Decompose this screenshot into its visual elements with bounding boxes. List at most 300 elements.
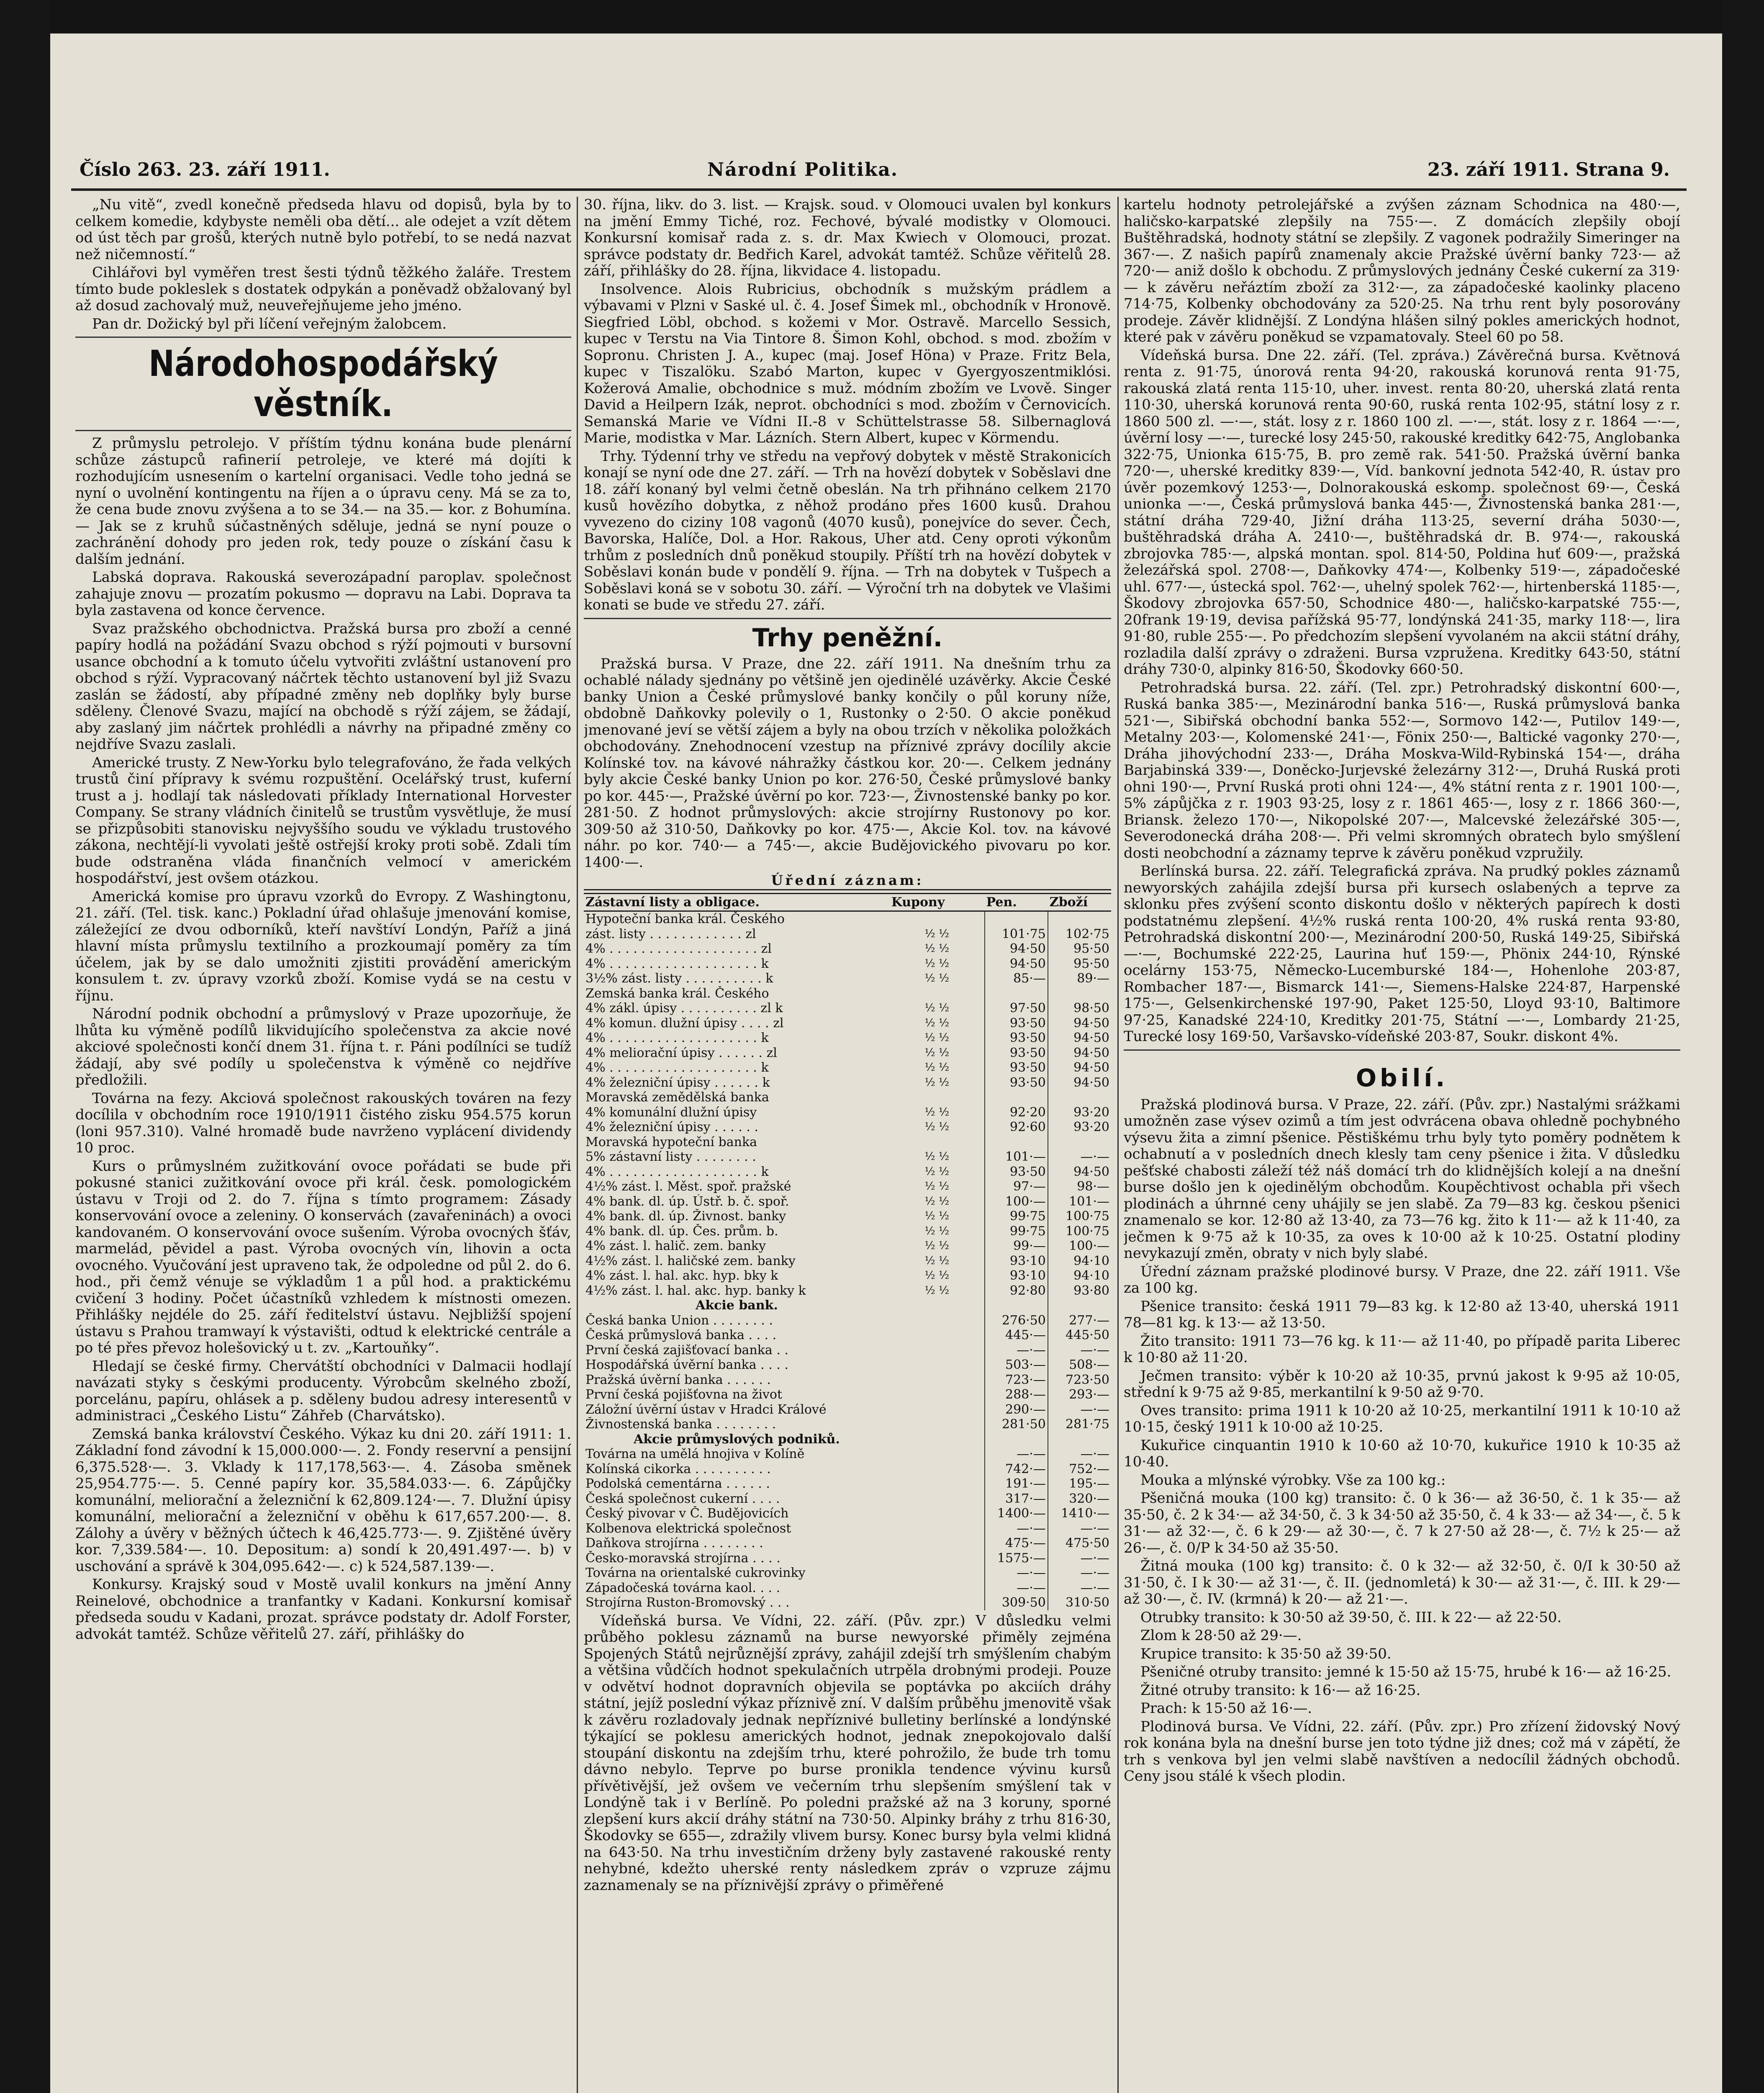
table-cell: 95·50 bbox=[1048, 957, 1111, 972]
table-cell: Strojírna Ruston-Bromovský . . . bbox=[585, 1595, 790, 1610]
table-cell: 309·50 bbox=[985, 1595, 1048, 1610]
table-row bbox=[584, 1566, 1111, 1581]
table-cell bbox=[890, 1432, 985, 1447]
table-row bbox=[584, 1313, 1111, 1328]
table-cell: 508·— bbox=[1048, 1358, 1111, 1373]
table-cell: 723·50 bbox=[1048, 1373, 1111, 1388]
table-cell: 742·— bbox=[985, 1462, 1048, 1477]
table-cell bbox=[890, 1417, 985, 1432]
column-divider bbox=[1117, 197, 1119, 2093]
scan-border-left bbox=[0, 0, 50, 2093]
table-cell: 93·20 bbox=[1048, 1120, 1111, 1135]
table-cell: 445·— bbox=[985, 1328, 1048, 1343]
table-cell: 475·50 bbox=[1048, 1536, 1111, 1551]
column-divider bbox=[577, 197, 578, 2093]
article-paragraph: Z průmyslu petrolejo. V příštím týdnu konána bude plenární schůze zástupců rafinerií petroleje, ve které má dojíti k rozhodujícím usnesením o kartelní organisaci. Vedle toho jedná se nyní o uvolnění kontingentu na říjen a o úpravu ceny. Má se za to, že cena bude znovu zvýšena a to se 34.— na 35.— kor. z Bohumína. — Jak se z kruhů súčastněných sděluje, jedná se nyní pouze o zachránění dohody pro jeden rok, tedy pouze o získání času k dalším jednání. bbox=[75, 435, 571, 568]
table-cell: 92·20 bbox=[985, 1105, 1048, 1120]
table-cell: 95·50 bbox=[1048, 941, 1111, 957]
table-cell bbox=[890, 1551, 985, 1566]
table-row bbox=[584, 1046, 1111, 1061]
table-cell: ½ ½ bbox=[924, 1239, 950, 1252]
table-row bbox=[584, 1179, 1111, 1194]
table-cell: ½ ½ bbox=[924, 1284, 950, 1297]
table-cell bbox=[890, 1373, 985, 1388]
table-cell: 101·— bbox=[985, 1149, 1048, 1165]
table-cell: ½ ½ bbox=[924, 1150, 950, 1163]
divider bbox=[584, 618, 1111, 619]
table-cell: 93·50 bbox=[985, 1031, 1048, 1046]
table-header-cell: Kupony bbox=[890, 893, 985, 911]
table-cell bbox=[890, 1313, 985, 1328]
table-cell: —·— bbox=[985, 1521, 1048, 1536]
article-paragraph: Kurs o průmyslném zužitkování ovoce pořádati se bude při pokusné stanici zužitkování ovoce při král. česk. pomologickém ústavu v Troji od 2. do 7. října s tímto programem: Zásady konservování ovoce a zeleniny. O konservách (zavařeninách) a ovoci kandovaném. O konservování ovoce sušením. Výroba ovocných šťáv, marmelád, pěvidel a past. Výroba ovocných vín, lihovin a octa ovocného. Vyučování jest upraveno tak, že odpoledne od půl 2. do 6. hod., při čemž vénuje se výkladům 1 a půl hod. a praktickému cvičení 3 hodiny. Počet účastníků vzhledem k místnosti omezen. Přihlášky nejdéle do 25. září ředitelství ústavu. Nejbližší spojení ústavu s Prahou tramwayí k výstavišti, odtud k elektrické centrále a po té přes převoz holešovický u t. zv. „Kartouňky“. bbox=[75, 1157, 571, 1356]
article-paragraph: Krupice transito: k 35·50 až 39·50. bbox=[1140, 1645, 1392, 1662]
table-row bbox=[584, 971, 1111, 986]
table-cell: Hypoteční banka král. Českého bbox=[585, 912, 785, 926]
table-row bbox=[584, 1387, 1111, 1402]
table-cell: 99·— bbox=[985, 1239, 1048, 1254]
issue-number: Číslo 263. 23. září 1911. bbox=[80, 159, 330, 180]
table-cell bbox=[1048, 986, 1111, 1001]
table-cell: 4% . . . . . . . . . . . . . . . . . . . k bbox=[585, 1164, 769, 1179]
table-header-cell: Pen. bbox=[985, 893, 1048, 911]
table-row bbox=[584, 1224, 1111, 1239]
table-cell: Živnostenská banka . . . . . . . . bbox=[585, 1417, 776, 1432]
table-cell: 281·50 bbox=[985, 1417, 1048, 1432]
table-row bbox=[584, 1373, 1111, 1388]
table-row bbox=[584, 1343, 1111, 1358]
table-cell: Česká společnost cukerní . . . . bbox=[585, 1491, 780, 1506]
table-cell bbox=[890, 1090, 985, 1105]
table-cell: —·— bbox=[1048, 1402, 1111, 1417]
table-cell: Záložní úvěrní ústav v Hradci Králové bbox=[585, 1402, 827, 1417]
table-row bbox=[584, 1595, 1111, 1610]
table-row bbox=[584, 911, 1111, 927]
table-cell: 4% . . . . . . . . . . . . . . . . . . . zl bbox=[585, 941, 772, 956]
table-cell bbox=[890, 1491, 985, 1507]
article-paragraph: Otrubky transito: k 30·50 až 39·50, č. III. k 22·— až 22·50. bbox=[1140, 1609, 1562, 1626]
table-cell: 94·10 bbox=[1048, 1268, 1111, 1283]
table-cell: 4% železniční úpisy . . . . . . k bbox=[585, 1075, 770, 1090]
table-cell: 4% zást. l. halič. zem. banky bbox=[585, 1239, 766, 1253]
table-row bbox=[584, 1120, 1111, 1135]
scan-border-top bbox=[0, 0, 1764, 33]
table-cell: 92·80 bbox=[985, 1283, 1048, 1298]
table-cell: —·— bbox=[1048, 1343, 1111, 1358]
table-cell: —·— bbox=[1048, 1566, 1111, 1581]
table-cell: Kolínská cikorka . . . . . . . . . . bbox=[585, 1461, 771, 1476]
section-subtitle: Obilí. bbox=[1356, 1063, 1448, 1092]
table-cell: —·— bbox=[985, 1447, 1048, 1462]
table-cell bbox=[985, 1135, 1048, 1150]
table-cell: ½ ½ bbox=[924, 1210, 950, 1222]
table-cell bbox=[890, 1595, 985, 1610]
article-paragraph: Trhy. Týdenní trhy ve středu na vepřový dobytek v městě Strakonicích konají se nyní ode dne 27. září. — Trh na hovězí dobytek v Soběslavi dne 18. září konaný byl velmi četně obeslán. Na trh přihnáno celkem 2170 kusů hovězího dobytka, z něhož prodáno přes 1600 kusů. Drahou vyvezeno do ciziny 108 vagonů (4070 kusů), ponejvíce do sever. Čech, Bavorska, Halíče, Dol. a Hor. Rakous, Uher atd. Ceny oproti výkonům trhům z posledních dnů poněkud stoupily. Příští trh na hovězí dobytek v Soběslavi konán bude v pondělí 9. října. — Trh na dobytek v Tušpech a Soběslavi koná se v sobotu 30. září. — Výroční trh na dobytek ve Vlašimi konati se bude ve středu 27. září. bbox=[584, 447, 1111, 613]
table-cell: ½ ½ bbox=[924, 1224, 950, 1237]
table-cell: 4% . . . . . . . . . . . . . . . . . . . k bbox=[585, 1060, 769, 1075]
table-cell: ½ ½ bbox=[924, 1269, 950, 1282]
table-label: Úřední záznam: bbox=[584, 872, 1111, 890]
header-rule bbox=[71, 188, 1687, 191]
table-cell: 4% bank. dl. úp. Čes. prům. b. bbox=[585, 1224, 778, 1239]
table-cell: Akcie průmyslových podniků. bbox=[633, 1432, 840, 1447]
table-cell: 94·10 bbox=[1048, 1254, 1111, 1269]
table-cell: Podolská cementárna . . . . . . bbox=[585, 1476, 770, 1491]
article-paragraph: Americké trusty. Z New-Yorku bylo telegrafováno, že řada velkých trustů činí přípravy k svému rozpuštění. Ocelářský trust, kuferní trust a j. hodlají tak následovati příklady International Horvester Company. Se strany vládních činitelů se trustům vysvětluje, že musí se přizpůsobiti stanovisku nejvyššího soudu ve výkladu trustového zákona, nechtějí-li vyvolati ještě ostřejší kroky proti sobě. Zdali tím bude odstraněna vláda finančních velmocí v americkém hospodářství, jest ovšem otázkou. bbox=[75, 754, 571, 887]
table-row bbox=[584, 941, 1111, 957]
quotes-table bbox=[584, 893, 1111, 1610]
table-row bbox=[584, 1268, 1111, 1283]
table-cell: 317·— bbox=[985, 1491, 1048, 1507]
table-cell: 85·— bbox=[985, 971, 1048, 986]
table-cell: 4% zákl. úpisy . . . . . . . . . . zl k bbox=[585, 1001, 783, 1016]
table-cell: 4% meliorační úpisy . . . . . . zl bbox=[585, 1045, 777, 1060]
table-cell: 320·— bbox=[1048, 1491, 1111, 1507]
table-cell: 4% . . . . . . . . . . . . . . . . . . . k bbox=[585, 1031, 769, 1045]
table-cell: 101·75 bbox=[985, 927, 1048, 942]
table-cell: 94·50 bbox=[985, 957, 1048, 972]
table-cell: 4% zást. l. hal. akc. hyp. bky k bbox=[585, 1268, 778, 1283]
table-cell: —·— bbox=[1048, 1521, 1111, 1536]
masthead bbox=[71, 159, 1687, 188]
table-cell: 94·50 bbox=[1048, 1060, 1111, 1075]
table-cell: 94·50 bbox=[1048, 1016, 1111, 1031]
table-cell bbox=[985, 1432, 1048, 1447]
column-3 bbox=[1124, 197, 1680, 2093]
table-cell: 195·— bbox=[1048, 1476, 1111, 1491]
table-cell: 4% železniční úpisy . . . . . . bbox=[585, 1120, 758, 1134]
table-cell: ½ ½ bbox=[924, 972, 950, 985]
table-cell: 97·50 bbox=[985, 1001, 1048, 1016]
table-cell: 93·50 bbox=[985, 1060, 1048, 1075]
page-number: 23. září 1911. Strana 9. bbox=[1427, 159, 1670, 180]
table-row bbox=[584, 1476, 1111, 1491]
table-row bbox=[584, 1417, 1111, 1432]
table-cell: ½ ½ bbox=[924, 1016, 950, 1029]
table-cell: 102·75 bbox=[1048, 927, 1111, 942]
table-cell: 293·— bbox=[1048, 1387, 1111, 1402]
table-cell: ½ ½ bbox=[924, 1002, 950, 1014]
article-paragraph: Kukuřice cinquantin 1910 k 10·60 až 10·70, kukuřice 1910 k 10·35 až 10·40. bbox=[1124, 1437, 1680, 1470]
table-row bbox=[584, 1536, 1111, 1551]
article-paragraph: Pan dr. Dožický byl při líčení veřejným žalobcem. bbox=[92, 315, 447, 332]
table-cell: ½ ½ bbox=[924, 1254, 950, 1267]
table-cell bbox=[890, 1358, 985, 1373]
table-row bbox=[584, 1358, 1111, 1373]
table-cell: 723·— bbox=[985, 1373, 1048, 1388]
table-cell: 4% bank. dl. úp. Živnost. banky bbox=[585, 1209, 786, 1224]
article-paragraph: Plodinová bursa. Ve Vídni, 22. září. (Pův. zpr.) Pro zřízení židovský Nový rok konána byla na dnešní burse jen toto týdne již dnes; což má v zápětí, že trh s venkova byl jen velmi slabě navštíven a nedocílil žádných obchodů. Ceny jsou stálé k všech plodin. bbox=[1124, 1718, 1680, 1784]
article-paragraph: Mouka a mlýnské výrobky. Vše za 100 kg.: bbox=[1140, 1471, 1446, 1489]
table-cell: 752·— bbox=[1048, 1462, 1111, 1477]
article-paragraph: Petrohradská bursa. 22. září. (Tel. zpr.) Petrohradský diskontní 600·—, Ruská banka 385·—, Mezinárodní banka 516·—, Ruská průmyslová banka 521·—, Sibiřská obchodní banka 552·—, Sormovo 142·—, Putilov 149·—, Metalny 203·—, Kolomenské 241·—, Fönix 250·—, Baltické vagonky 270·—, Dráha jihovýchodní 233·—, Dráha Moskva-Wild-Rybinská 154·—, dráha Barjabinská 339·—, Doněcko-Jurjevské železárny 312·—, Druhá Ruská proti ohni 190·—, První Ruská proti ohni 124·—, 4% státní renta z r. 1901 100·—, 5% zápůjčka z r. 1903 93·25, losy z r. 1861 465·—, losy z r. 1866 360·—, Briansk. železo 170·—, Nikopolské 207·—, Malcevské železářské 305·—, Severodonecká dráha 208·—. Při velmi skromných obratech bylo smýšlení dosti neobchodní a záznamy teprve k závěru poněkud vzpružily. bbox=[1124, 679, 1680, 861]
table-cell bbox=[890, 1581, 985, 1596]
table-row bbox=[584, 1506, 1111, 1521]
table-cell: —·— bbox=[985, 1343, 1048, 1358]
table-cell: —·— bbox=[985, 1566, 1048, 1581]
section-title: Národohospodářský věstník. bbox=[149, 343, 498, 425]
table-row bbox=[584, 1090, 1111, 1105]
table-cell bbox=[1048, 1432, 1111, 1447]
table-cell: Kolbenova elektrická společnost bbox=[585, 1521, 791, 1536]
table-row bbox=[584, 1209, 1111, 1224]
table-row bbox=[584, 1016, 1111, 1031]
table-cell bbox=[890, 1343, 985, 1358]
article-paragraph: Zemská banka království Českého. Výkaz ku dni 20. září 1911: 1. Základní fond závodní k 15,000.000·—. 2. Fondy reservní a pensijní 6,375.528·—. 3. Vklady k 117,178,563·—. 4. Zásoba směnek 25,954.775·—. 5. Cenné papíry kor. 35,584.033·—. 6. Zápůjčky komunální, meliorační a železniční k 62,809.124·—. 7. Dlužní úpisy komunální, meliorační a železniční v oběhu k 617,657.200·—. 8. Zálohy a úvěry v běžných účtech k 46,425.773·—. 9. Zjištěné úvěry kor. 7,339.584·—. 10. Depositum: a) sondí k 20,491.497·—. b) v uschování a správě k 304,095.642·—. c) k 524,587.139·—. bbox=[75, 1425, 571, 1575]
table-cell: 100·75 bbox=[1048, 1209, 1111, 1224]
table-row bbox=[584, 957, 1111, 972]
table-row bbox=[584, 927, 1111, 942]
table-cell bbox=[1048, 1090, 1111, 1105]
table-cell: 1575·— bbox=[985, 1551, 1048, 1566]
table-cell: ½ ½ bbox=[924, 942, 950, 955]
article-paragraph: Zlom k 28·50 až 29·—. bbox=[1140, 1627, 1302, 1644]
table-row bbox=[584, 1254, 1111, 1269]
table-cell bbox=[890, 1536, 985, 1551]
table-cell: —·— bbox=[1048, 1551, 1111, 1566]
newspaper-title: Národní Politika. bbox=[707, 159, 899, 180]
table-cell: 503·— bbox=[985, 1358, 1048, 1373]
table-cell bbox=[890, 986, 985, 1001]
table-row bbox=[584, 1447, 1111, 1462]
table-cell: Západočeská továrna kaol. . . . bbox=[585, 1580, 781, 1595]
table-cell: ½ ½ bbox=[924, 1180, 950, 1193]
table-row bbox=[584, 1402, 1111, 1417]
table-cell bbox=[985, 986, 1048, 1001]
scan-border-right bbox=[1722, 0, 1764, 2093]
table-cell bbox=[890, 1521, 985, 1536]
table-row bbox=[584, 1491, 1111, 1507]
article-paragraph: Ječmen transito: výběr k 10·20 až 10·35, prvnú jakost k 9·95 až 10·05, střední k 9·75 až 9·85, merkantilní k 9·50 až 9·70. bbox=[1124, 1367, 1680, 1401]
table-cell bbox=[890, 911, 985, 927]
article-paragraph: Cihlářovi byl vyměřen trest šesti týdnů těžkého žaláře. Trestem tímto bude pokleslek s dostatek odpykán a poněvadž obžalovaný byl až dosud zachovalý muž, neuveřejňujeme jeho jméno. bbox=[75, 264, 571, 314]
table-cell bbox=[890, 1135, 985, 1150]
table-cell: 1410·— bbox=[1048, 1506, 1111, 1521]
table-cell: ½ ½ bbox=[924, 1031, 950, 1044]
table-cell: 97·— bbox=[985, 1179, 1048, 1194]
table-cell: 475·— bbox=[985, 1536, 1048, 1551]
table-row bbox=[584, 1298, 1111, 1313]
table-cell: 3½% zást. listy . . . . . . . . . . k bbox=[585, 971, 773, 986]
table-cell: První česká zajišťovací banka . . bbox=[585, 1342, 788, 1358]
table-cell: ½ ½ bbox=[924, 1121, 950, 1133]
table-cell bbox=[890, 1566, 985, 1581]
table-cell: 290·— bbox=[985, 1402, 1048, 1417]
table-cell: 93·50 bbox=[985, 1046, 1048, 1061]
article-paragraph: 30. října, likv. do 3. list. — Krajsk. soud. v Olomouci uvalen byl konkurs na jmění Emmy Tiché, roz. Fechové, bývalé modistky v Olomouci. Konkursní komisař rada z. s. dr. Max Kwiech v Olomouci, prozat. správce podstaty dr. Bedřich Karel, advokát tamtéž. Schůze věřitelů 28. září, přihlášky do 28. října, likvidace 4. listopadu. bbox=[584, 197, 1111, 279]
table-row bbox=[584, 1551, 1111, 1566]
table-cell: ½ ½ bbox=[924, 1195, 950, 1208]
table-cell: Akcie bank. bbox=[696, 1298, 778, 1313]
table-cell: 92·60 bbox=[985, 1120, 1048, 1135]
table-cell: 1400·— bbox=[985, 1506, 1048, 1521]
article-paragraph: Oves transito: prima 1911 k 10·20 až 10·25, merkantilní 1911 k 10·10 až 10·15, český 1911 k 10·00 až 10·25. bbox=[1124, 1402, 1680, 1435]
article-paragraph: Žitné otruby transito: k 16·— až 16·25. bbox=[1140, 1682, 1421, 1699]
table-cell: —·— bbox=[1048, 1149, 1111, 1165]
article-paragraph: kartelu hodnoty petrolejářské a zvýšen záznam Schodnica na 480·—, haličsko-karpatské zlepšily na 755·—. Z domácích zlepšily obojí Buštěhradská, hodnoty státní se zlepšily. Z vagonek podražily Simeringer na 367·—. Z našich papírů znamenaly akcie Pražské úvěrní banky 723·— až 720·— aniž došlo k obchodu. Z průmyslových jednány České cukerní za 319·— k závěru neřáztím zboží za 312·—, za západočeské kaolinky placeno 714·75, Kolbenky obchodovány za 520·25. Na trhu rent byly posorovány prodeje. Závěr klidnější. Z Londýna hlášen silný pokles amerických hodnot, které pak v závěru poněkud se vzpamatovaly. Steel 60 po 58. bbox=[1124, 197, 1680, 345]
table-cell: 310·50 bbox=[1048, 1595, 1111, 1610]
table-cell bbox=[1048, 911, 1111, 927]
table-cell: 93·50 bbox=[985, 1075, 1048, 1090]
article-paragraph: Hledají se české firmy. Chervátští obchodníci v Dalmacii hodlají navázati styky s českými producenty. Výrobcům skelného zboží, porcelánu, papíru, ohlásek a p. sděleny budou adresy interesentů v administraci „Českého Listu“ Záhřeb (Charvátsko). bbox=[75, 1358, 571, 1424]
table-body bbox=[584, 911, 1111, 1610]
article-paragraph: Vídeňská bursa. Dne 22. září. (Tel. zpráva.) Závěrečná bursa. Květnová renta z. 91·75, únorová renta 94·20, rakouská korunová renta 91·75, rakouská zlatá renta 115·10, uher. invest. renta 80·20, uherská zlatá renta 110·30, uherská korunová renta 90·60, ruská renta 102·95, státní losy z r. 1860 500 zl. —·—, stát. losy z r. 1860 100 zl. —·—, stát. losy z r. 1864 —·—, úvěrní losy —·—, turecké losy 245·50, rakouské kreditky 642·75, Anglobanka 322·75, Unionka 615·75, B. pro země rak. 541·50. Pražská úvěrní banka 720·—, uherské kreditky 839·—, Víd. bankovní jednota 542·40, R. ústav pro úvěr pozemkový 1253·—, Dolnorakouská eskomp. společnost 69·—, Česká unionka —·—, Česká průmyslová banka 445·—, Živnostenská banka 281·—, státní dráha 729·40, Jižní dráha 113·25, severní dráha 5030·—, buštěhradská dráha A. 2410·—, buštěhradská dr. B. 974·—, rakouská zbrojovka 785·—, alpská montan. spol. 814·50, Poldina huť 609·—, pražská železářská spol. 2708·—, Daňkovky 474·—, Kolbenky 519·—, západočeské uhl. 677·—, ústecká spol. 762·—, uhelný spolek 762·—, hirtenberská 1185·—, Škodovy zbrojovka 657·50, Schodnice 480·—, haličsko-karpatské 755·—, 20frank 19·19, devisa pařížská 95·77, londýnská 241·35, marky 118·—, lira 91·80, ruble 255·—. Po předchozím slepšení vyvolaném na akcii státní dráhy, rozladila další zprávy o zdraženi. Bursa vzpružena. Kreditky 643·50, státní dráhy 730·0, alpinky 816·50, Škodovky 660·50. bbox=[1124, 347, 1680, 678]
table-cell: 89·— bbox=[1048, 971, 1111, 986]
table-cell: 4% . . . . . . . . . . . . . . . . . . . k bbox=[585, 956, 769, 971]
table-cell: Česká banka Union . . . . . . . . bbox=[585, 1313, 773, 1328]
table-header-row bbox=[584, 893, 1111, 911]
table-cell bbox=[890, 1298, 985, 1313]
article-paragraph: Prach: k 15·50 až 16·—. bbox=[1140, 1700, 1312, 1717]
article-paragraph: Svaz pražského obchodnictva. Pražská bursa pro zboží a cenné papíry hodlá na požádání Svazu obchod s rýží pojmouti v bursovní usance obchodní a k tomuto účelu vytvořiti zvláštní ustanovení pro obchod s rýží. Vypracovaný náčrtek těchto ustanovení byl již Svazu zaslán se žádostí, aby případné změny neb doplňky byly burse sděleny. Členové Svazu, mající na obchodě s rýží zájem, se žádají, aby zaslaný jim náčrtek prohlédli a návrhy na připadné změny co nejdříve Svazu zaslali. bbox=[75, 620, 571, 753]
table-cell: 4% komun. dlužní úpisy . . . . zl bbox=[585, 1016, 784, 1031]
article-paragraph: Pšenice transito: česká 1911 79—83 kg. k 12·80 až 13·40, uherská 1911 78—81 kg. k 13·— až 13·50. bbox=[1124, 1298, 1680, 1331]
table-cell: Česko-moravská strojírna . . . . bbox=[585, 1550, 781, 1566]
table-cell: 93·50 bbox=[985, 1165, 1048, 1180]
article-paragraph: Berlínská bursa. 22. září. Telegrafická zpráva. Na prudký pokles záznamů newyorských zahájila zdejší bursa při kursech oslabených a teprve za sklonku přes zvýšení sconto diskontu došlo v některých papírech k dosti podstatnému zlepšení. 4½% ruská renta 100·20, 4% ruská renta 93·80, Petrohradská diskontní 200·—, Mezinárodní 200·50, Ruská 149·25, Sibiřská —·—, Bochumské 222·25, Laurina huť 159·—, Phönix 244·10, Rýnské ocelárny 153·75, Německo-Lucemburské 184·—, Hohenlohe 203·87, Rombacher 187·—, Bismarck 141·—, Siemens-Halske 224·87, Harpenské 175·—, Gelsenkirchenské 197·90, Paket 125·50, Lloyd 93·10, Baltimore 97·25, Kanadské 224·10, Kreditky 201·75, Státní —·—, Lombardy 21·25, Turecké losy 169·50, Varšavsko-vídeňské 203·87, Soukr. diskont 4%. bbox=[1124, 863, 1680, 1045]
table-cell bbox=[890, 1476, 985, 1491]
table-row bbox=[584, 1239, 1111, 1254]
table-cell: Pražská úvěrní banka . . . . . . bbox=[585, 1372, 771, 1387]
table-cell bbox=[1048, 1298, 1111, 1313]
table-cell bbox=[890, 1447, 985, 1462]
article-paragraph: Továrna na fezy. Akciová společnost rakouských továren na fezy docílila v obchodním roce 1910/1911 čistého zisku 954.575 korun (loni 957.310). Valné hromadě bude navrženo vyplácení dividendy 10 proc. bbox=[75, 1090, 571, 1156]
article-paragraph: Pšeničné otruby transito: jemné k 15·50 až 15·75, hrubé k 16·— až 16·25. bbox=[1140, 1664, 1672, 1680]
article-paragraph: Americká komise pro úpravu vzorků do Evropy. Z Washingtonu, 21. září. (Tel. tisk. kanc.) Pokladní úřad ohlašuje jmenování komise, záležející ze dvou odborníků, kteří navštíví Londýn, Paříž a jiná hlavní místa průmyslu textilního a prozkoumají poměry za tím účelem, jak by se dalo umožniti zjistiti provádění americkým konsulem t. zv. úpravy vzorků zboží. Komise vydá se na cestu v říjnu. bbox=[75, 888, 571, 1004]
table-row bbox=[584, 1135, 1111, 1150]
table-cell: 191·— bbox=[985, 1476, 1048, 1491]
table-row bbox=[584, 1075, 1111, 1090]
table-cell: —·— bbox=[1048, 1447, 1111, 1462]
table-cell bbox=[985, 1090, 1048, 1105]
article-paragraph: Labská doprava. Rakouská severozápadní paroplav. společnost zahajuje znovu — prozatím pokusmo — dopravu na Labi. Doprava ta byla zastavena od konce července. bbox=[75, 569, 571, 619]
table-cell: —·— bbox=[1048, 1581, 1111, 1596]
table-cell: Moravská zemědělská banka bbox=[585, 1090, 769, 1105]
table-cell: 93·10 bbox=[985, 1254, 1048, 1269]
article-paragraph: „Nu vitě“, zvedl konečně předseda hlavu od dopisů, byla by to celkem komedie, kdybyste neměli oba dětí... ale odejet a vzít dětem od úst těch par grošů, kterých nutně bylo potřebí, to se nedá nazvat než ničemností.“ bbox=[75, 197, 571, 263]
table-cell: 94·50 bbox=[1048, 1075, 1111, 1090]
table-cell: 5% zástavní listy . . . . . . . . bbox=[585, 1149, 756, 1164]
table-cell: 99·75 bbox=[985, 1209, 1048, 1224]
table-cell: Továrna na umělá hnojiva v Kolíně bbox=[585, 1447, 805, 1461]
table-cell: 94·50 bbox=[1048, 1031, 1111, 1046]
table-cell: ½ ½ bbox=[924, 1106, 950, 1118]
table-cell: 281·75 bbox=[1048, 1417, 1111, 1432]
table-cell: Daňkova strojírna . . . . . . . . bbox=[585, 1536, 763, 1550]
table-cell: 277·— bbox=[1048, 1313, 1111, 1328]
article-paragraph: Vídeňská bursa. Ve Vídni, 22. září. (Pův. zpr.) V důsledku velmi průběho poklesu záznamů na burse newyorské přiměly zejména Spojených Států nejrůznější zprávy, zahájil zdejší trh smýšlením chabým a většina vůdčích hodnot spekulačních utrpěla drobnými prodeji. Pouze v odvětví hodnot dopravních objevila se poptávka po akciích dráhy státní, jejíž poslední výkaz příznivě zní. V dalším průběhu jmenovitě však k závěru rozladovaly jednak nepříznivé bulletiny berlínské a londýnské týkající se poklesu amerických hodnot, jednak znepokojovalo další stoupání diskontu na zdejším trhu, které pohrožilo, že bude trh tomu dávno nebylo. Teprve po burse pronikla tendence vývinu kursů přívětivější, jež ovšem ve večerním trhu slepšením smýšlení tak v Londýně tak i v Berlíně. Po poledni pražské až na 3 koruny, sporné zlepšení kurs akcií dráhy státní na 730·50. Alpinky bráhy z trhu 816·30, Škodovky se 655—, zdražily vlivem bursy. Konec bursy byla velmi klidná na 643·50. Na trhu investičním drženy byly zastavené rakouské renty nehybné, kdežto uherské renty následkem zpráv o vzpruze zájmu zaznamenaly se na příznivější zprávy o přiměřené bbox=[584, 1612, 1111, 1894]
table-cell: ½ ½ bbox=[924, 957, 950, 970]
table-cell bbox=[890, 1402, 985, 1417]
table-cell: 4½% zást. l. Měst. spoř. pražské bbox=[585, 1179, 791, 1194]
table-cell: 276·50 bbox=[985, 1313, 1048, 1328]
table-cell: Hospodářská úvěrní banka . . . . bbox=[585, 1358, 788, 1372]
table-cell: ½ ½ bbox=[924, 1165, 950, 1178]
article-paragraph: Žitná mouka (100 kg) transito: č. 0 k 32·— až 32·50, č. 0/I k 30·50 až 31·50, č. I k 30·— až 31·—, č. II. (jednomletá) k 30·— až 31·—, č. III. k 29·— až 30·—, č. IV. (krmná) k 20·— až 21·—. bbox=[1124, 1558, 1680, 1607]
table-cell: 4½% zást. l. hal. akc. hyp. banky k bbox=[585, 1283, 806, 1298]
table-cell: ½ ½ bbox=[924, 1076, 950, 1089]
table-cell bbox=[890, 1462, 985, 1477]
table-cell: 94·50 bbox=[985, 941, 1048, 957]
table-row bbox=[584, 1432, 1111, 1447]
table-cell: 4% bank. dl. úp. Ústř. b. č. spoř. bbox=[585, 1194, 789, 1209]
table-cell: ½ ½ bbox=[924, 927, 950, 940]
table-cell: ½ ½ bbox=[924, 1046, 950, 1059]
table-cell bbox=[985, 1298, 1048, 1313]
table-header-cell: Zboží bbox=[1048, 893, 1111, 911]
section-subtitle: Trhy peněžní. bbox=[752, 623, 943, 653]
divider bbox=[75, 430, 571, 431]
column-1 bbox=[75, 197, 571, 2093]
table-row bbox=[584, 986, 1111, 1001]
table-row bbox=[584, 1149, 1111, 1165]
table-cell: První česká pojišťovna na život bbox=[585, 1387, 783, 1402]
table-cell: 288·— bbox=[985, 1387, 1048, 1402]
table-cell: —·— bbox=[985, 1581, 1048, 1596]
article-paragraph: Žito transito: 1911 73—76 kg. k 11·— až 11·40, po případě parita Liberec k 10·80 až 11·20. bbox=[1124, 1332, 1680, 1366]
article-paragraph: Národní podnik obchodní a průmyslový v Praze upozorňuje, že lhůta ku výměně podílů likvidujícího společenstva za akcie nové akciové společnosti končí dnem 31. října t. r. Páni podílníci se tudíž žádají, aby své podíly u společenstva k výměně co nejdříve předložili. bbox=[75, 1005, 571, 1088]
article-paragraph: Konkursy. Krajský soud v Mostě uvalil konkurs na jmění Anny Reinelové, obchodnice a tranfantky v Kadani. Konkursní komisař předseda soudu v Kadani, prozat. správce podstaty dr. Adolf Forster, advokát tamtéž. Schůze věřitelů 27. září, přihlášky do bbox=[75, 1576, 571, 1643]
table-row bbox=[584, 1581, 1111, 1596]
table-cell: 100·— bbox=[985, 1194, 1048, 1209]
table-cell: 100·— bbox=[1048, 1239, 1111, 1254]
table-row bbox=[584, 1521, 1111, 1536]
table-cell: 93·80 bbox=[1048, 1283, 1111, 1298]
table-row bbox=[584, 1060, 1111, 1075]
table-cell: Česká průmyslová banka . . . . bbox=[585, 1328, 777, 1342]
table-cell: 98·50 bbox=[1048, 1001, 1111, 1016]
article-paragraph: Pražská bursa. V Praze, dne 22. září 1911. Na dnešním trhu za ochablé nálady sjednány po většině jen ojedinělé uzávěrky. Akcie České banky Union a České průmyslové banky končily o půl koruny níže, obdobně Daňkovky polevily o 1, Rustonky o 2·50. O akcie poněkud jmenované jeví se větší zájem a byly na obou trzích v několika položkách obchodovány. Znehodnocení vzestup na příznivé zprávy docílily akcie Kolínské tov. na kávové náhražky částkou kor. 20·—. Celkem jednány byly akcie České banky Union po kor. 276·50, České průmyslové banky po kor. 445·—, Pražské úvěrní po kor. 723·—, Živnostenské banky po kor. 281·50. Z hodnot průmyslových: akcie strojírny Rustonovy po kor. 309·50 až 310·50, Daňkovky po kor. 475·—, Akcie Kol. tov. na kávové náhr. po kor. 740·— a 745·—, akcie Budějovického pivovaru po kor. 1400·—. bbox=[584, 655, 1111, 871]
table-cell: 93·10 bbox=[985, 1268, 1048, 1283]
column-2 bbox=[584, 197, 1111, 2093]
table-row bbox=[584, 1462, 1111, 1477]
article-paragraph: Insolvence. Alois Rubricius, obchodník s mužským prádlem a výbavami v Plzni v Saské ul. č. 4. Josef Šimek ml., obchodník v Hronově. Siegfried Löbl, obchod. s kožemi v Mor. Ostravě. Marcello Sessich, kupec v Terstu na Via Tintore 8. Šimon Kohl, obchod. s mod. zbožím v Sopronu. Christen J. A., kupec (maj. Josef Höna) v Praze. Fritz Bela, kupec v Tiszalöku. Szabó Marton, kupec v Gyergyoszentmiklósi. Kožerová Amalie, obchodnice s muž. módním zbožím ve Lvově. Singer David a Heilpern Izák, neprot. obchodníci s mod. zbožím v Černovicích. Semanská Marie ve Vídni II.-8 v Schüttelstrasse 58. Silbernaglová Marie, modistka v Mar. Lázních. Stern Albert, kupec v Körmendu. bbox=[584, 280, 1111, 446]
table-row bbox=[584, 1105, 1111, 1120]
table-cell: 94·50 bbox=[1048, 1046, 1111, 1061]
table-header-cell: Zástavní listy a obligace. bbox=[584, 893, 890, 911]
divider bbox=[75, 337, 571, 338]
page-content bbox=[71, 142, 1687, 2093]
table-cell: 4% komunální dlužní úpisy bbox=[585, 1105, 757, 1120]
table-cell: zást. listy . . . . . . . . . . . . zl bbox=[585, 926, 756, 941]
article-paragraph: Úřední záznam pražské plodinové bursy. V Praze, dne 22. září 1911. Vše za 100 kg. bbox=[1124, 1263, 1680, 1296]
table-cell: Zemská banka král. Českého bbox=[585, 986, 769, 1001]
table-row bbox=[584, 1283, 1111, 1298]
table-cell: 101·— bbox=[1048, 1194, 1111, 1209]
table-cell bbox=[890, 1506, 985, 1521]
table-cell: 100·75 bbox=[1048, 1224, 1111, 1239]
article-paragraph: Pšeničná mouka (100 kg) transito: č. 0 k 36·— až 36·50, č. 1 k 35·— až 35·50, č. 2 k 34·— až 34·50, č. 3 k 34·50 až 35·50, č. 4 k 33·— až 34·—, č. 5 k 31·— až 32·—, č. 6 k 29·— až 30·—, č. 7 k 27·50 až 28·—, č. 7½ k 25·— až 26·—, č. 0/P k 34·50 až 35·50. bbox=[1124, 1490, 1680, 1556]
table-row bbox=[584, 1194, 1111, 1209]
table-cell bbox=[890, 1328, 985, 1343]
article-paragraph: Pražská plodinová bursa. V Praze, 22. září. (Pův. zpr.) Nastalými srážkami umožněn zase výsev ozimů a tím jest odvrácena obava ohledně pochybného výsevu žita a zimní pšenice. Pěstiškému trhu byly tyto poměry podnětem k ochabnutí a v posledních dnech klesly tam ceny pšenice i žita. V důsledku pešťské chabosti záleží též náš domácí trh do klidnějších kolejí a na dnešní burse došlo jen k ojedinělým obchodům. Koupěchtivost ochabla při všech plodinách a úhrnné ceny uhájily se jen slabě. Za 79—83 kg. českou pšenici znamenalo se kor. 12·80 až 13·40, za 73—76 kg. žito k 11·— až k 11·40, za ječmen k 9·75 až k 10·35, za oves k 10·00 až k 10·25. Ostatní plodiny nevykazují změn, obraty v nich byly slabé. bbox=[1124, 1096, 1680, 1262]
table-row bbox=[584, 1031, 1111, 1046]
divider bbox=[1124, 1049, 1680, 1051]
table-cell: 445·50 bbox=[1048, 1328, 1111, 1343]
table-cell: Továrna na orientalské cukrovinky bbox=[585, 1566, 806, 1580]
table-cell: 93·20 bbox=[1048, 1105, 1111, 1120]
table-cell: ½ ½ bbox=[924, 1061, 950, 1074]
table-cell: 93·50 bbox=[985, 1016, 1048, 1031]
table-cell: 4½% zást. l. haličské zem. banky bbox=[585, 1253, 796, 1268]
table-row bbox=[584, 1165, 1111, 1180]
table-cell: 99·75 bbox=[985, 1224, 1048, 1239]
table-cell: 98·— bbox=[1048, 1179, 1111, 1194]
table-cell bbox=[985, 911, 1048, 927]
table-cell bbox=[1048, 1135, 1111, 1150]
table-cell: Moravská hypoteční banka bbox=[585, 1134, 757, 1149]
table-row bbox=[584, 1328, 1111, 1343]
